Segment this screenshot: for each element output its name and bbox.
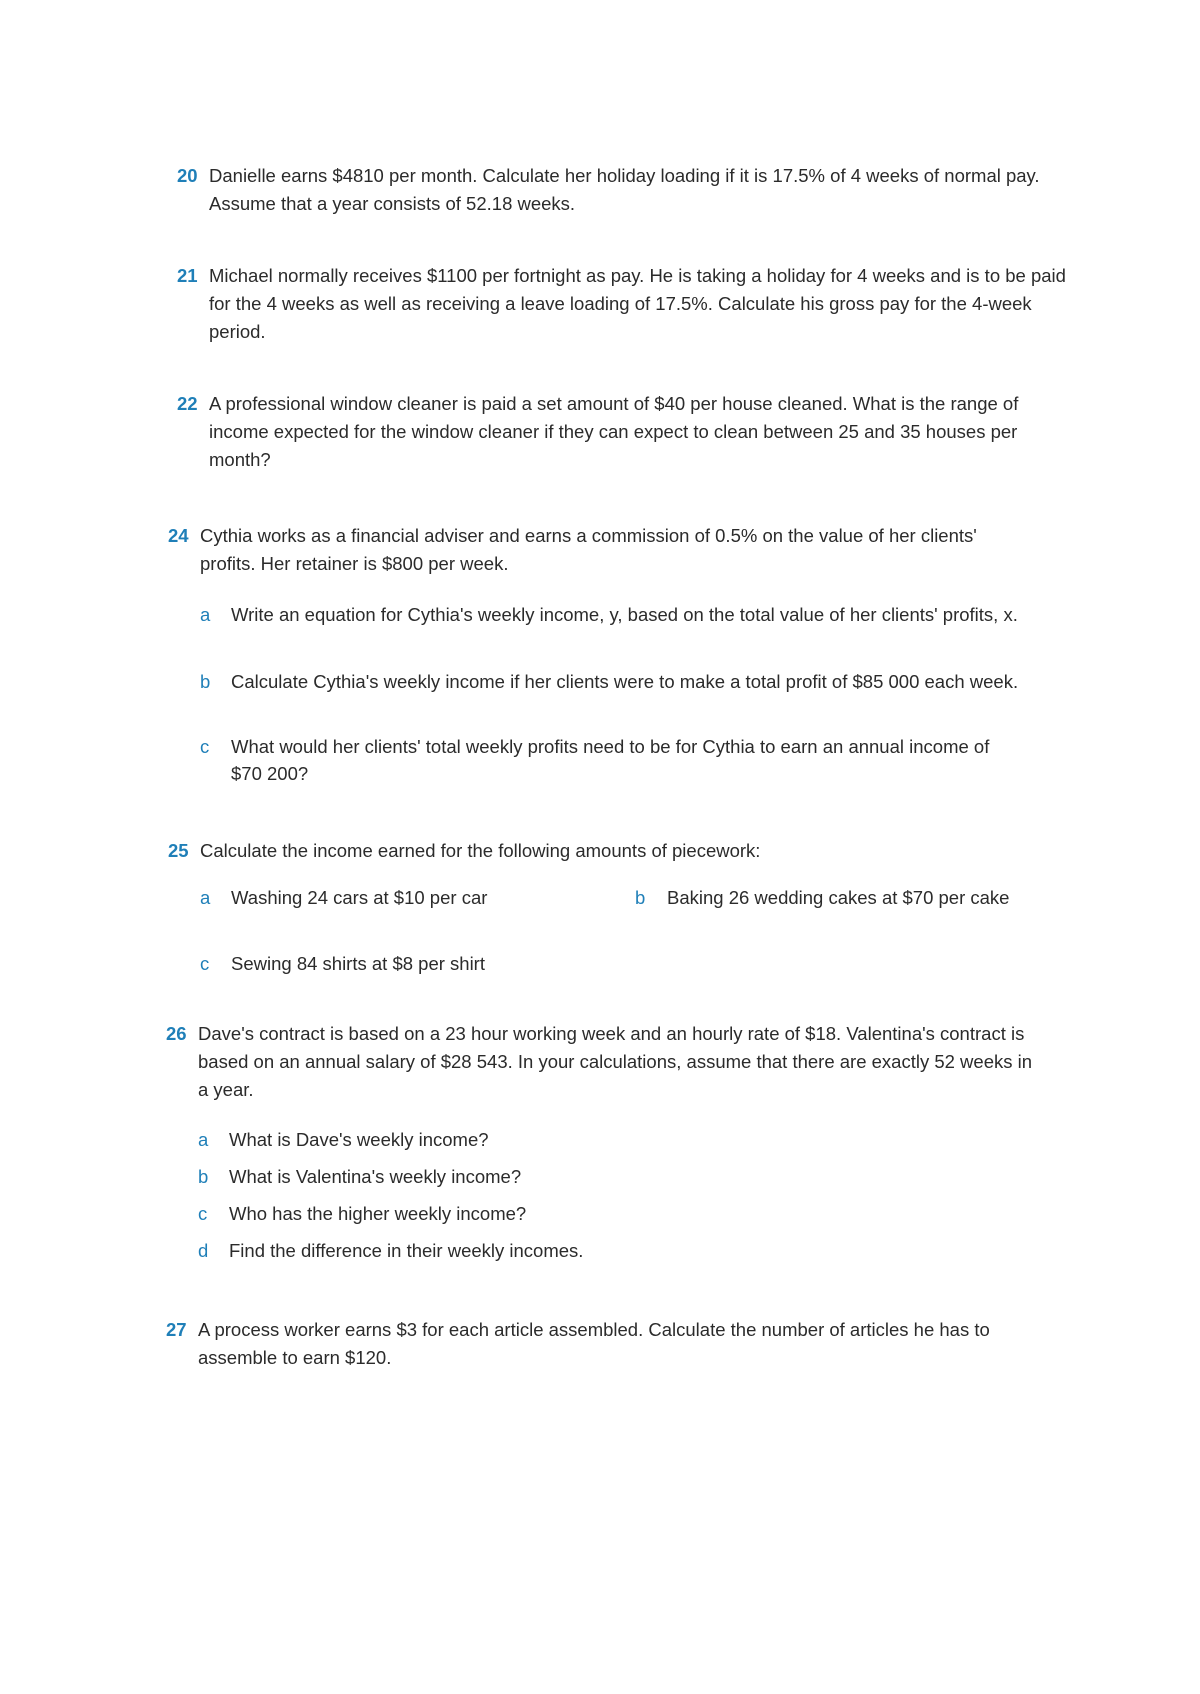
part-label: c [200, 953, 210, 974]
question-text: Dave's contract is based on a 23 hour working week and an hourly rate of $18. Valentina's contract is based on an annual salary of $28 543. In your calculations, assume that there are exactly 52 weeks in a year. [198, 1023, 1033, 1100]
question-26-part-b [198, 1163, 998, 1190]
part-text: Write an equation for Cythia's weekly income, y, based on the total value of her clients' profits, x. [231, 604, 1018, 625]
question-number: 21 [177, 265, 198, 286]
question-number: 26 [166, 1023, 187, 1044]
part-text: Sewing 84 shirts at $8 per shirt [231, 953, 485, 974]
question-text: A professional window cleaner is paid a set amount of $40 per house cleaned. What is the range of income expected for the window cleaner if they can expect to clean between 25 and 35 houses per month? [209, 393, 1019, 470]
question-number: 27 [166, 1319, 187, 1340]
part-label: a [198, 1129, 209, 1150]
question-text: Calculate the income earned for the following amounts of piecework: [200, 840, 761, 861]
part-text: Washing 24 cars at $10 per car [231, 887, 488, 908]
question-number: 22 [177, 393, 198, 414]
part-text: What would her clients' total weekly profits need to be for Cythia to earn an annual income of $70 200? [231, 736, 990, 784]
question-21 [177, 262, 1077, 346]
part-label: c [200, 736, 210, 757]
part-text: Calculate Cythia's weekly income if her clients were to make a total profit of $85 000 each week. [231, 671, 1019, 692]
question-text: A process worker earns $3 for each article assembled. Calculate the number of articles he has to assemble to earn $120. [198, 1319, 990, 1368]
part-label: a [200, 887, 211, 908]
part-text: What is Valentina's weekly income? [229, 1166, 522, 1187]
part-label: a [200, 604, 211, 625]
question-24 [168, 522, 1028, 578]
question-number: 20 [177, 165, 198, 186]
part-label: b [200, 671, 211, 692]
part-label: d [198, 1240, 209, 1261]
question-text: Cythia works as a financial adviser and earns a commission of 0.5% on the value of her clients' profits. Her retainer is $800 per week. [200, 525, 977, 574]
question-22 [177, 390, 1057, 474]
question-26-part-a [198, 1126, 998, 1153]
question-25-part-b [635, 884, 1015, 911]
question-24-part-a [200, 601, 1050, 628]
part-label: b [635, 887, 646, 908]
question-25-part-a [200, 884, 600, 911]
question-text: Michael normally receives $1100 per fortnight as pay. He is taking a holiday for 4 weeks and is to be paid for the 4 weeks as well as receiving a leave loading of 17.5%. Calculate his gross pay for the 4-week period. [209, 265, 1066, 342]
question-number: 25 [168, 840, 189, 861]
part-text: Who has the higher weekly income? [229, 1203, 527, 1224]
question-27 [166, 1316, 1026, 1372]
question-20 [177, 162, 1057, 218]
part-text: Find the difference in their weekly incomes. [229, 1240, 584, 1261]
question-24-part-b [200, 668, 1050, 695]
question-24-part-c [200, 733, 1000, 787]
question-25 [168, 837, 1028, 865]
question-text: Danielle earns $4810 per month. Calculate her holiday loading if it is 17.5% of 4 weeks of normal pay. Assume that a year consists of 52.18 weeks. [209, 165, 1040, 214]
question-26-part-d [198, 1237, 998, 1264]
question-number: 24 [168, 525, 189, 546]
part-label: b [198, 1166, 209, 1187]
question-25-part-c [200, 950, 600, 977]
question-26-part-c [198, 1200, 998, 1227]
part-text: What is Dave's weekly income? [229, 1129, 489, 1150]
question-26 [166, 1020, 1036, 1104]
part-label: c [198, 1203, 208, 1224]
part-text: Baking 26 wedding cakes at $70 per cake [667, 887, 1010, 908]
